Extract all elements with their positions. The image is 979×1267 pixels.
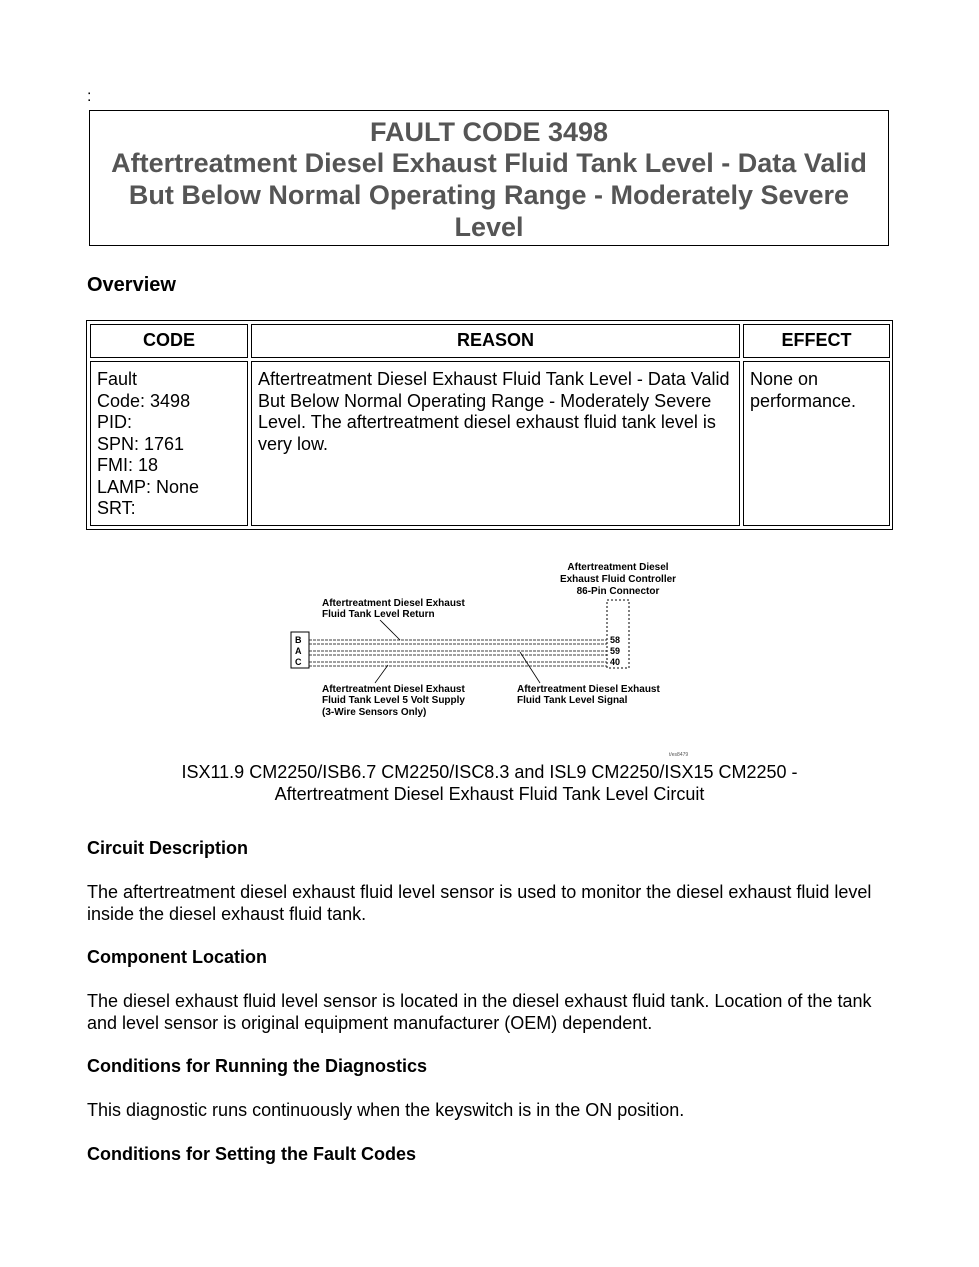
code-line: SPN: 1761 [97,433,185,454]
controller-label-line: Exhaust Fluid Controller [559,574,677,585]
supply-label-line: (3-Wire Sensors Only) [322,707,427,718]
controller-label-line: 86-Pin Connector [576,586,660,597]
circuit-diagram [280,555,700,760]
signal-leader-line [520,652,540,683]
table-header-effect: EFFECT [743,324,890,358]
caption-line-2: Aftertreatment Diesel Exhaust Fluid Tank Level Circuit [274,784,705,804]
left-pin-label: B [295,635,302,645]
fault-title-box [89,110,889,246]
circuit-description-text: The aftertreatment diesel exhaust fluid level sensor is used to monitor the diesel exhaust fluid level inside the diesel exhaust fluid tank. [87,882,872,924]
overview-table [86,320,893,530]
code-line: PID: [97,412,133,432]
right-pin-label: 59 [610,646,621,656]
signal-label-line: Fluid Tank Level Signal [517,695,628,706]
diagram-caption [87,761,892,805]
figure-id: t/es8479 [669,752,689,758]
supply-leader-line [375,665,388,683]
return-leader-line [380,620,400,640]
table-cell-effect: None on performance. [743,361,890,526]
return-label-line: Fluid Tank Level Return [322,609,435,620]
leading-colon: : [87,88,92,105]
supply-label-line: Aftertreatment Diesel Exhaust [322,684,465,695]
caption-line-1: ISX11.9 CM2250/ISB6.7 CM2250/ISC8.3 and ISL9 CM2250/ISX15 CM2250 - [181,762,798,782]
fault-code-subtitle: Aftertreatment Diesel Exhaust Fluid Tank Level - Data Valid But Below Normal Operating Range - Moderately Severe Level [111,148,867,242]
signal-label-line: Aftertreatment Diesel Exhaust [517,684,660,695]
circuit-description-heading: Circuit Description [87,838,249,858]
table-cell-reason: Aftertreatment Diesel Exhaust Fluid Tank Level - Data Valid But Below Normal Operating Range - Moderately Severe Level. The aftertreatment diesel exhaust fluid tank level is very low. [251,361,740,526]
running-conditions-heading: Conditions for Running the Diagnostics [87,1056,427,1076]
running-conditions-text: This diagnostic runs continuously when the keyswitch is in the ON position. [87,1100,685,1120]
right-pin-label: 40 [610,657,621,667]
component-location-text: The diesel exhaust fluid level sensor is located in the diesel exhaust fluid tank. Location of the tank and level sensor is original equipment manufacturer (OEM) dependent. [87,991,872,1033]
overview-heading: Overview [87,274,176,296]
table-header-code: CODE [90,324,248,358]
code-line: Fault [97,369,138,389]
setting-conditions-heading: Conditions for Setting the Fault Codes [87,1144,416,1164]
table-cell-code [90,361,248,526]
return-label-line: Aftertreatment Diesel Exhaust [322,598,465,609]
supply-label-line: Fluid Tank Level 5 Volt Supply [322,695,465,706]
left-pin-label: C [295,657,302,667]
left-pin-label: A [295,646,302,656]
fault-code-title: FAULT CODE 3498 [369,117,609,147]
component-location-heading: Component Location [87,947,267,967]
code-line: LAMP: None [97,476,200,497]
code-line: Code: 3498 [97,390,191,411]
code-line: SRT: [97,498,136,518]
table-header-reason: REASON [251,324,740,358]
code-line: FMI: 18 [97,455,159,475]
controller-label-line: Aftertreatment Diesel [567,562,669,573]
right-pin-label: 58 [610,635,621,645]
